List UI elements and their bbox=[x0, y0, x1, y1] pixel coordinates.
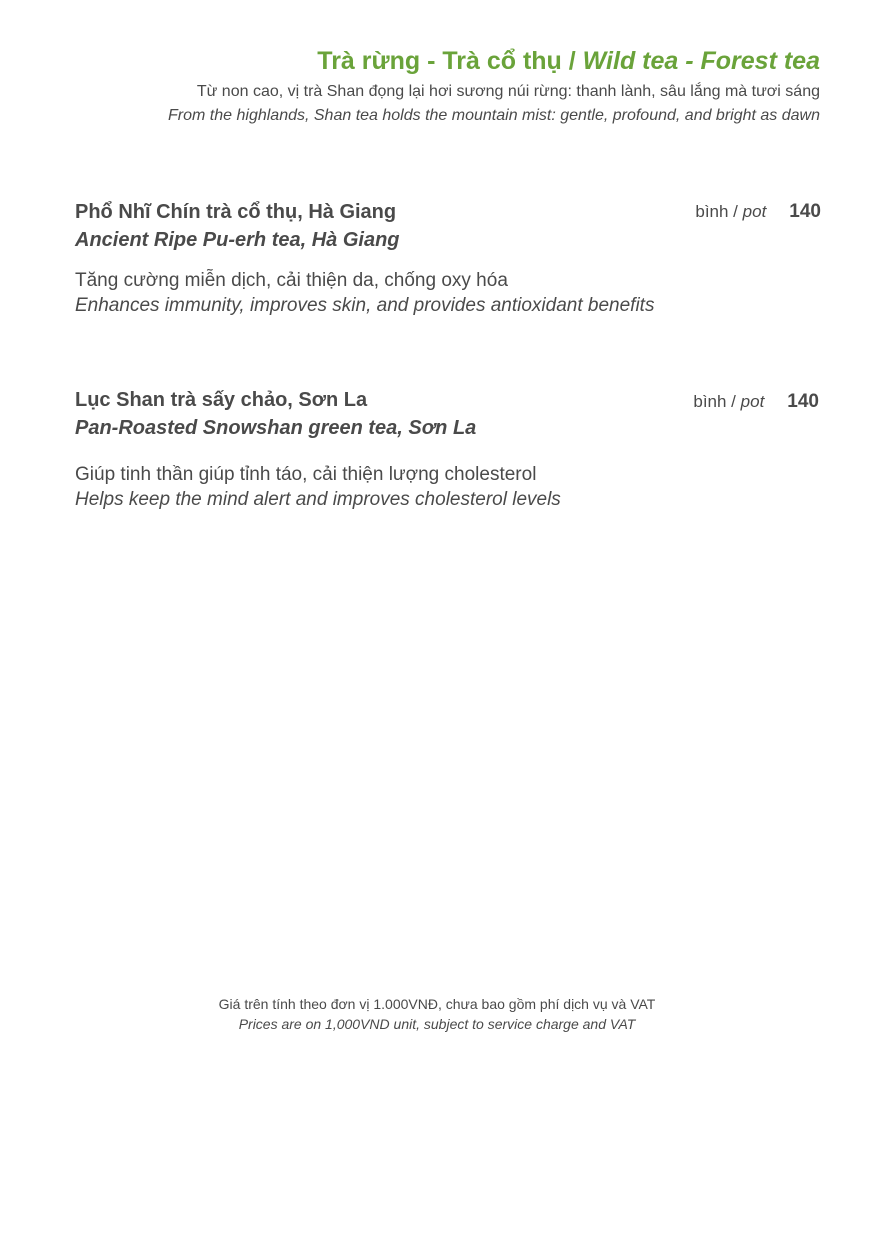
item-price: 140 bbox=[787, 391, 819, 412]
price-note-en: Prices are on 1,000VND unit, subject to service charge and VAT bbox=[238, 1016, 636, 1032]
item-unit-vi: bình / bbox=[695, 202, 738, 221]
item-unit-en: pot bbox=[740, 392, 765, 411]
item-desc-vi: Giúp tinh thần giúp tỉnh táo, cải thiện lượng cholesterol bbox=[75, 464, 537, 485]
item-price-row bbox=[695, 201, 821, 223]
item-unit bbox=[693, 392, 764, 412]
item-unit bbox=[695, 202, 766, 222]
price-note bbox=[0, 994, 874, 1034]
menu-item bbox=[75, 198, 821, 318]
item-price-row bbox=[693, 391, 819, 413]
item-description bbox=[75, 268, 821, 318]
item-description bbox=[75, 462, 821, 512]
item-unit-vi: bình / bbox=[693, 392, 736, 411]
item-price: 140 bbox=[789, 201, 821, 222]
price-note-vi: Giá trên tính theo đơn vị 1.000VNĐ, chưa bao gồm phí dịch vụ và VAT bbox=[218, 996, 656, 1012]
item-name-en: Ancient Ripe Pu-erh tea, Hà Giang bbox=[75, 229, 400, 251]
item-desc-en: Helps keep the mind alert and improves cholesterol levels bbox=[75, 489, 561, 510]
section-title-vi: Trà rừng - Trà cổ thụ / bbox=[317, 47, 576, 75]
item-name-vi: Lục Shan trà sấy chảo, Sơn La bbox=[75, 389, 368, 411]
section-title-en: Wild tea - Forest tea bbox=[582, 47, 820, 75]
item-name-vi: Phổ Nhĩ Chín trà cổ thụ, Hà Giang bbox=[75, 201, 397, 223]
section-header bbox=[168, 44, 820, 128]
item-desc-vi: Tăng cường miễn dịch, cải thiện da, chống oxy hóa bbox=[75, 270, 508, 291]
item-unit-en: pot bbox=[742, 202, 767, 221]
menu-item bbox=[75, 386, 821, 512]
section-title bbox=[168, 44, 820, 78]
item-name-en: Pan-Roasted Snowshan green tea, Sơn La bbox=[75, 417, 477, 439]
section-intro-en: From the highlands, Shan tea holds the mountain mist: gentle, profound, and bright as dawn bbox=[168, 107, 820, 124]
item-desc-en: Enhances immunity, improves skin, and provides antioxidant benefits bbox=[75, 295, 655, 316]
section-intro-vi: Từ non cao, vị trà Shan đọng lại hơi sương núi rừng: thanh lành, sâu lắng mà tươi sáng bbox=[196, 83, 820, 100]
